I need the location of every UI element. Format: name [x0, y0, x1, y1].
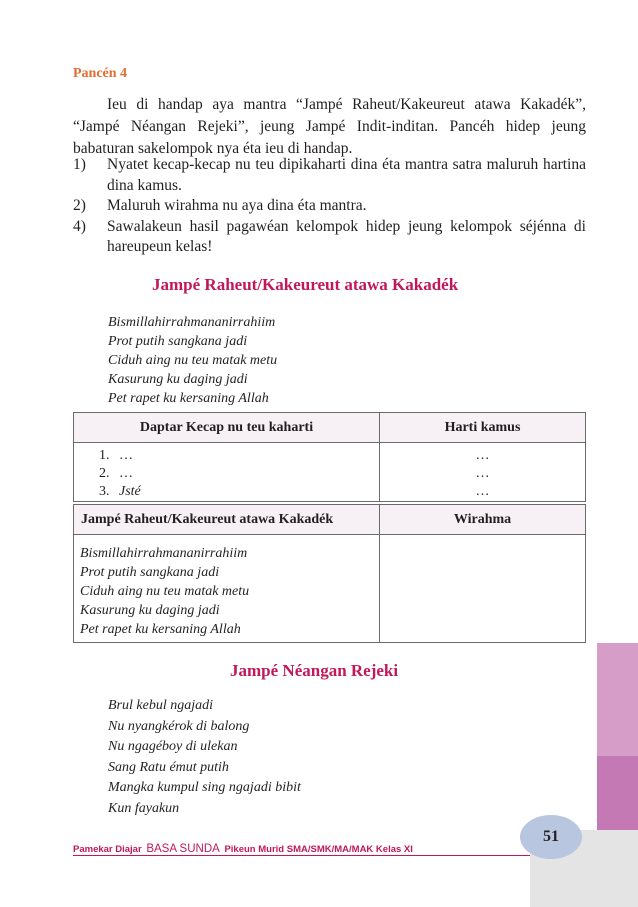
- instruction-item: [73, 155, 586, 196]
- poem-line: Bismillahirrahmananirrahiim: [108, 315, 276, 330]
- poem-line: Nu nyangkérok di balong: [108, 718, 250, 734]
- poem-line: Prot putih sangkana jadi: [108, 334, 248, 349]
- poem-line: Bismillahirrahmananirrahiim: [80, 546, 248, 561]
- mantra-title-rejeki: Jampé Néangan Rejeki: [230, 661, 399, 680]
- intro-paragraph: [73, 94, 586, 160]
- list-item: [99, 465, 379, 483]
- item-word: Jsté: [119, 484, 141, 499]
- instruction-text: Nyatet kecap-kecap nu teu dipikaharti dina éta mantra satra maluruh hartina dina kamus.: [107, 156, 586, 194]
- list-item: [99, 483, 379, 501]
- instruction-item: [73, 217, 586, 258]
- instruction-text: Maluruh wirahma nu aya dina éta mantra.: [107, 197, 367, 214]
- list-item: [99, 447, 379, 465]
- item-number: 1.: [99, 448, 110, 463]
- item-meaning: …: [475, 466, 490, 481]
- item-number: 2.: [99, 466, 110, 481]
- footer-subject: BASA SUNDA: [146, 843, 220, 855]
- book-footer: [73, 843, 413, 855]
- poem-line: Mangka kumpul sing ngajadi bibit: [108, 780, 301, 795]
- mantra-poem-raheut: [108, 313, 277, 408]
- page-number-badge: [520, 815, 582, 859]
- table-header-row: [74, 505, 585, 535]
- footer-prefix: Pamekar Diajar: [73, 844, 142, 855]
- meaning-list-cell: [380, 443, 585, 501]
- vocabulary-table: [73, 412, 586, 502]
- item-meaning: …: [475, 484, 490, 499]
- poem-line: Kasurung ku daging jadi: [80, 603, 220, 618]
- rhythm-cell: [380, 535, 585, 642]
- side-tab-light: [597, 643, 638, 756]
- instruction-number: 4): [73, 217, 86, 235]
- instruction-list: [73, 155, 586, 258]
- instruction-item: [73, 196, 586, 217]
- poem-line: Nu ngagéboy di ulekan: [108, 739, 238, 754]
- rhythm-table: [73, 504, 586, 643]
- instruction-number: 1): [73, 156, 86, 173]
- item-meaning: …: [475, 448, 490, 463]
- mantra-text-cell: [74, 535, 380, 642]
- table-body-row: [74, 443, 585, 501]
- mantra-title-raheut: Jampé Raheut/Kakeureut atawa Kakadék: [152, 275, 459, 294]
- instruction-number: 2): [73, 197, 86, 214]
- task-heading: Pancén 4: [73, 66, 128, 81]
- intro-text: Ieu di handap aya mantra “Jampé Raheut/Kakeureut atawa Kakadék”, “Jampé Néangan Rejeki”, jeung Jampé Indit-inditan. Pancéh hidep jeung babaturan sakelompok nya éta ieu di handap.: [73, 96, 586, 157]
- column-header-rhythm: Wirahma: [453, 511, 512, 527]
- footer-suffix: Pikeun Murid SMA/SMK/MA/MAK Kelas XI: [224, 844, 413, 855]
- poem-line: Ciduh aing nu teu matak metu: [80, 584, 250, 599]
- column-header-words: Daptar Kecap nu teu kaharti: [74, 413, 380, 442]
- item-word: …: [119, 448, 133, 463]
- column-header-meaning: Harti kamus: [444, 419, 521, 435]
- poem-line: Pet rapet ku kersaning Allah: [80, 622, 241, 637]
- word-list-cell: [74, 443, 380, 501]
- item-word: …: [119, 466, 133, 481]
- poem-line: Prot putih sangkana jadi: [80, 565, 220, 580]
- side-tab-dark: [597, 756, 638, 830]
- mantra-poem-rejeki: [108, 696, 301, 819]
- footer-divider: [73, 855, 530, 856]
- poem-line: Ciduh aing nu teu matak metu: [108, 353, 278, 368]
- item-number: 3.: [99, 484, 110, 499]
- table-header-row: [74, 413, 585, 443]
- poem-line: Kun fayakun: [108, 800, 180, 816]
- column-header-mantra: Jampé Raheut/Kakeureut atawa Kakadék: [74, 505, 380, 534]
- instruction-text: Sawalakeun hasil pagawéan kelompok hidep jeung kelompok séjénna di hareupeun kelas!: [107, 217, 586, 255]
- page-number: 51: [543, 828, 559, 845]
- poem-line: Brul kebul ngajadi: [108, 698, 213, 713]
- poem-line: Sang Ratu émut putih: [108, 759, 229, 775]
- poem-line: Kasurung ku daging jadi: [108, 372, 248, 387]
- poem-line: Pet rapet ku kersaning Allah: [108, 391, 269, 406]
- table-body-row: [74, 535, 585, 642]
